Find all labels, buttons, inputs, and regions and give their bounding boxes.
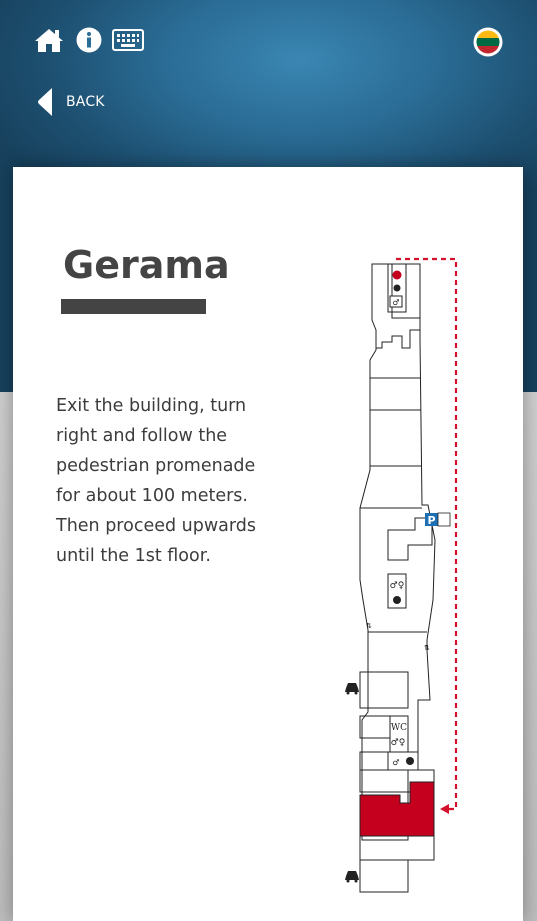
- elevator-icon: [394, 285, 401, 292]
- back-button[interactable]: [36, 86, 105, 118]
- info-icon[interactable]: [76, 27, 102, 53]
- directions-text: Exit the building, turn right and follow the pedestrian promenade for about 100 meters. Then proceed upwards until the 1st floor.: [56, 396, 257, 566]
- toilet-sign-icon: ♂♀: [389, 581, 405, 591]
- top-bar: [0, 0, 537, 80]
- car-icon-2: [345, 871, 359, 883]
- route-arrow-icon: [440, 804, 449, 814]
- toilet-sign-icon-3: ♂: [392, 758, 400, 767]
- car-icon: [345, 683, 359, 695]
- you-are-here-icon: [393, 271, 402, 280]
- keyboard-icon[interactable]: [112, 29, 144, 51]
- elevator-icon-3: [406, 757, 414, 765]
- language-flag-icon[interactable]: [472, 26, 504, 58]
- page-title: Gerama: [63, 243, 230, 287]
- entrance-arrows-icon: ⇅: [366, 622, 372, 630]
- wc-label: WC: [390, 723, 408, 733]
- toilet-sign-icon-2: ♂♀: [390, 738, 406, 748]
- back-label: BACK: [66, 94, 105, 110]
- svg-text:♂: ♂: [392, 298, 400, 307]
- wheelchair-icon: [438, 513, 450, 526]
- destination-highlight: [360, 782, 434, 836]
- parking-label: P: [427, 514, 436, 527]
- floor-map: [330, 245, 470, 900]
- back-arrow-icon: [36, 87, 54, 117]
- entrance-arrows-icon-2: ⇅: [424, 644, 430, 652]
- elevator-icon-2: [393, 596, 401, 604]
- title-underline: [61, 299, 206, 314]
- home-icon[interactable]: [34, 26, 64, 54]
